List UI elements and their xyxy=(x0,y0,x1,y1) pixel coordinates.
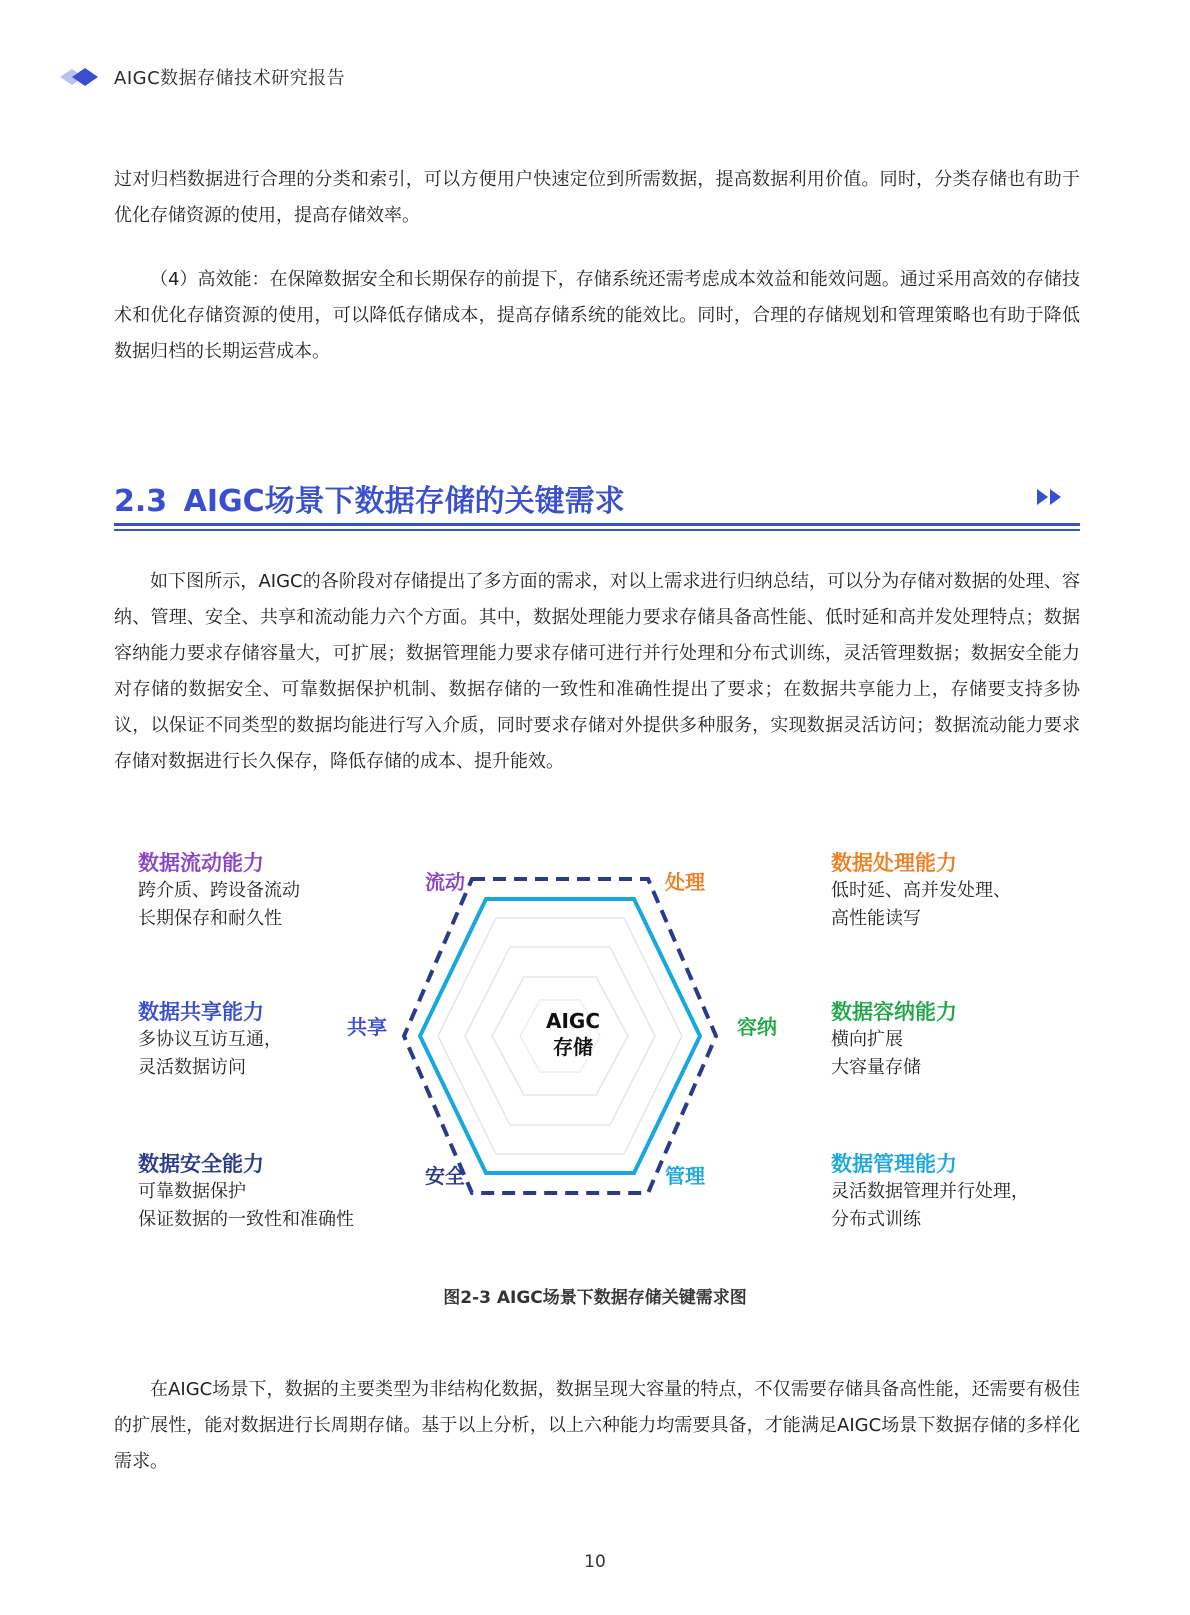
center-line-aigc: AIGC xyxy=(545,1009,600,1033)
capability-manage-desc xyxy=(831,1178,1029,1234)
hex-label-security: 安全 xyxy=(425,1164,465,1188)
hex-label-flow: 流动 xyxy=(425,870,465,894)
capability-share-desc xyxy=(138,1026,282,1082)
capability-security-title: 数据安全能力 xyxy=(138,1152,264,1176)
figure-caption: 图2-3 AIGC场景下数据存储关键需求图 xyxy=(443,1288,747,1308)
capability-flow-desc-line1: 跨介质、跨设备流动 xyxy=(138,880,300,901)
capability-capacity-desc-line2: 大容量存储 xyxy=(831,1057,921,1078)
hex-label-share: 共享 xyxy=(347,1015,387,1039)
paragraph-requirements-summary: 如下图所示，AIGC的各阶段对存储提出了多方面的需求，对以上需求进行归纳总结，可以分为存储对数据的处理、容纳、管理、安全、共享和流动能力六个方面。其中，数据处理能力要求存储具备高性能、低时延和高并发处理特点；数据容纳能力要求存储容量大，可扩展；数据管理能力要求存储可进行并行处理和分布式训练，灵活管理数据；数据安全能力对存储的数据安全、可靠数据保护机制、数据存储的一致性和准确性提出了要求；在数据共享能力上，存储要支持多协议，以保证不同类型的数据均能进行写入介质，同时要求存储对外提供多种服务，实现数据灵活访问；数据流动能力要求存储对数据进行长久保存，降低存储的成本、提升能效。 xyxy=(114,571,1080,772)
capability-capacity-title: 数据容纳能力 xyxy=(831,1000,957,1024)
capability-process-desc xyxy=(831,877,1011,933)
capability-share-title: 数据共享能力 xyxy=(138,1000,264,1024)
capability-process-desc-line2: 高性能读写 xyxy=(831,908,921,929)
capability-flow-title: 数据流动能力 xyxy=(138,851,264,875)
capability-capacity-desc-line1: 横向扩展 xyxy=(831,1029,903,1050)
report-title: AIGC数据存储技术研究报告 xyxy=(114,68,346,89)
capability-capacity-desc xyxy=(831,1026,921,1082)
capability-security-desc xyxy=(138,1178,354,1234)
capability-process-title: 数据处理能力 xyxy=(831,851,957,875)
capability-manage-desc-line1: 灵活数据管理并行处理， xyxy=(831,1181,1029,1202)
section-number: 2.3 xyxy=(114,484,168,519)
center-line-storage: 存储 xyxy=(553,1035,593,1059)
capability-share-desc-line2: 灵活数据访问 xyxy=(138,1057,246,1078)
paragraph-archive-classification: 过对归档数据进行合理的分类和索引，可以方便用户快速定位到所需数据，提高数据利用价值。同时，分类存储也有助于优化存储资源的使用，提高存储效率。 xyxy=(114,169,1080,226)
capability-manage-title: 数据管理能力 xyxy=(831,1152,957,1176)
capability-security-desc-line2: 保证数据的一致性和准确性 xyxy=(138,1209,354,1230)
section-title-text: AIGC场景下数据存储的关键需求 xyxy=(183,484,625,519)
capability-share-desc-line1: 多协议互访互通， xyxy=(138,1029,282,1050)
paragraph-high-efficiency: （4）高效能：在保障数据安全和长期保存的前提下，存储系统还需考虑成本效益和能效问题。通过采用高效的存储技术和优化存储资源的使用，可以降低存储成本，提高存储系统的能效比。同时，合理的存储规划和管理策略也有助于降低数据归档的长期运营成本。 xyxy=(114,269,1080,362)
page-number: 10 xyxy=(584,1552,606,1572)
paragraph-conclusion: 在AIGC场景下，数据的主要类型为非结构化数据，数据呈现大容量的特点，不仅需要存储具备高性能，还需要有极佳的扩展性，能对数据进行长周期存储。基于以上分析，以上六种能力均需要具备，才能满足AIGC场景下数据存储的多样化需求。 xyxy=(114,1379,1080,1472)
capability-flow-desc-line2: 长期保存和耐久性 xyxy=(138,908,282,929)
hex-label-manage: 管理 xyxy=(665,1164,705,1188)
capability-process-desc-line1: 低时延、高并发处理、 xyxy=(831,880,1011,901)
hex-label-process: 处理 xyxy=(665,870,705,894)
hex-label-capacity: 容纳 xyxy=(737,1015,777,1039)
capability-flow-desc xyxy=(138,877,300,933)
capability-security-desc-line1: 可靠数据保护 xyxy=(138,1181,246,1202)
diagram-center-label xyxy=(543,1008,603,1060)
capability-manage-desc-line2: 分布式训练 xyxy=(831,1209,921,1230)
